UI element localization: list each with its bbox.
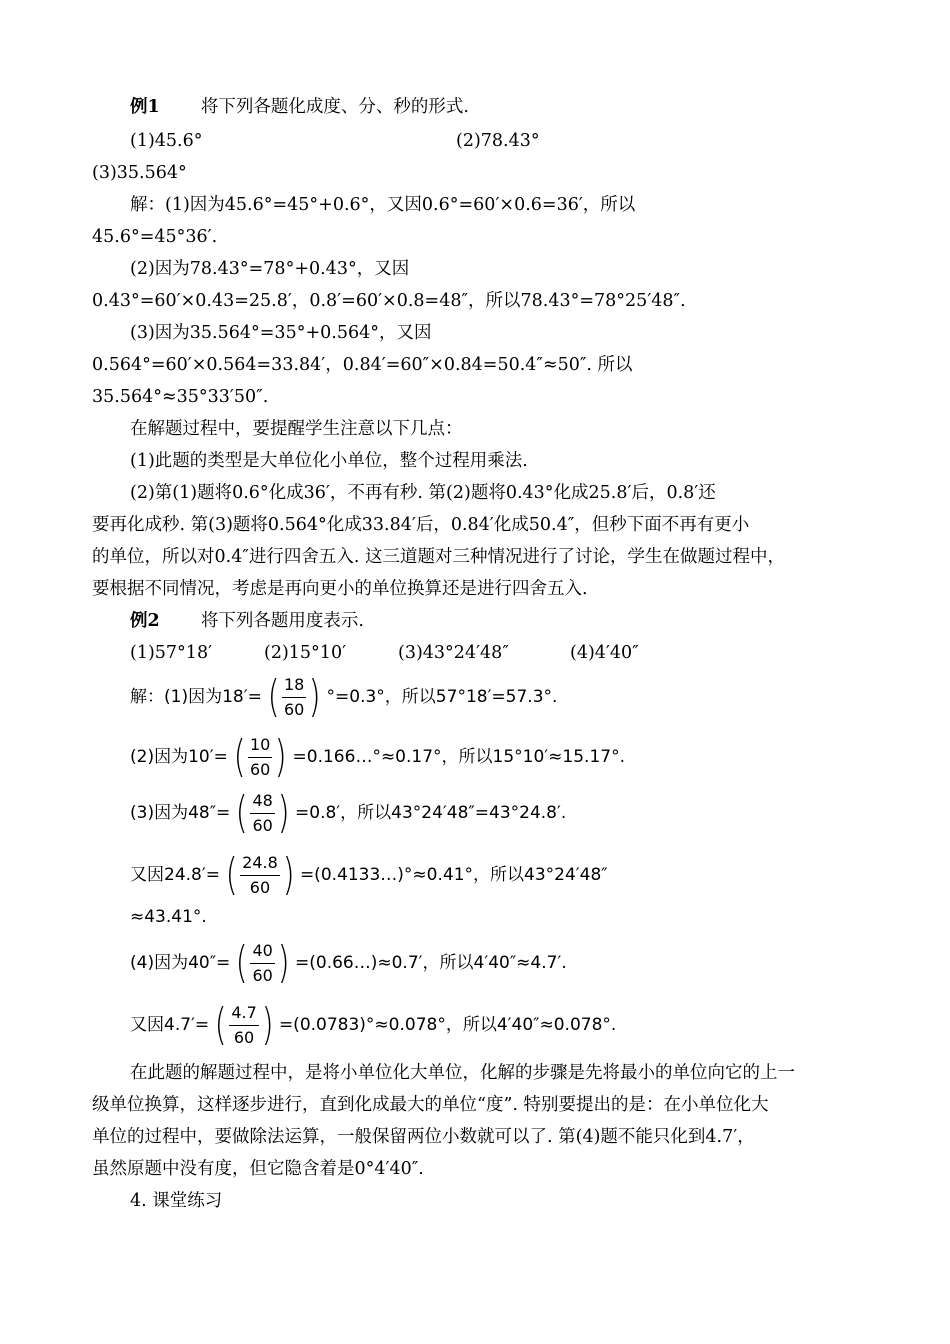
notes-2-line-3: 单位的过程中，要做除法运算，一般保留两位小数就可以了. 第(4)题不能只化到4.7′， (92, 1127, 755, 1147)
notes-1-intro: 在解题过程中，要提醒学生注意以下几点： (130, 419, 463, 439)
solution-1-line-7: 35.564°≈35°33′50″. (92, 387, 269, 407)
example-2-item-2: (2)15°10′ (264, 643, 347, 663)
example-1-label: 例1 (130, 97, 160, 117)
example-2-label: 例2 (130, 611, 160, 631)
solution-1-line-5: (3)因为35.564°=35°+0.564°，又因 (130, 323, 432, 343)
notes-1-point-2-line-2: 要再化成秒. 第(3)题将0.564°化成33.84′后，0.84′化成50.4″，但秒下面不再有更小 (92, 515, 750, 535)
solution-2-step-5: (4)因为40″= ( 40 60 ) =(0.66…)≈0.7′，所以4′40″≈4.7′. (130, 937, 567, 988)
example-1-item-3: (3)35.564° (92, 163, 187, 183)
notes-1-point-1: (1)此题的类型是大单位化小单位，整个过程用乘法. (130, 451, 528, 471)
solution-1-line-3: (2)因为78.43°=78°+0.43°，又因 (130, 259, 410, 279)
notes-1-point-2-line-1: (2)第(1)题将0.6°化成36′，不再有秒. 第(2)题将0.43°化成25.8′后，0.8′还 (130, 483, 716, 503)
example-1-item-1: (1)45.6° (130, 131, 203, 151)
notes-1-point-2-line-4: 要根据不同情况，考虑是再向更小的单位换算还是进行四舍五入. (92, 579, 588, 599)
notes-2-line-4: 虽然原题中没有度，但它隐含着是0°4′40″. (92, 1159, 424, 1179)
fraction: ( 4.7 60 ) (214, 999, 274, 1050)
solution-2-step-3: (3)因为48″= ( 48 60 ) =0.8′，所以43°24′48″=43°24.8′. (130, 787, 567, 838)
solution-1-line-1: 解：(1)因为45.6°=45°+0.6°，又因0.6°=60′×0.6=36′，所以 (130, 195, 636, 215)
example-2-prompt: 将下列各题用度表示. (200, 611, 364, 631)
fraction: ( 40 60 ) (235, 937, 290, 988)
notes-2-line-1: 在此题的解题过程中，是将小单位化大单位，化解的步骤是先将最小的单位向它的上一 (130, 1063, 795, 1083)
fraction: ( 24.8 60 ) (225, 849, 295, 900)
solution-2-step-2: (2)因为10′= ( 10 60 ) =0.166…°≈0.17°，所以15°10′≈15.17°. (130, 731, 625, 782)
example-1-prompt: 将下列各题化成度、分、秒的形式. (200, 97, 469, 117)
notes-2-line-2: 级单位换算，这样逐步进行，直到化成最大的单位“度”. 特别要提出的是：在小单位化大 (92, 1095, 769, 1115)
notes-1-point-2-line-3: 的单位，所以对0.4″进行四舍五入. 这三道题对三种情况进行了讨论，学生在做题过程中， (92, 547, 785, 567)
example-1-line (130, 96, 469, 118)
fraction: ( 10 60 ) (233, 731, 287, 782)
example-2-item-1: (1)57°18′ (130, 643, 213, 663)
solution-2-step-6: 又因4.7′= ( 4.7 60 ) =(0.0783)°≈0.078°，所以4′40″≈0.078°. (130, 999, 617, 1050)
example-2-line (130, 610, 364, 632)
solution-1-line-4: 0.43°=60′×0.43=25.8′，0.8′=60′×0.8=48″，所以78.43°=78°25′48″. (92, 291, 686, 311)
example-1-item-2: (2)78.43° (456, 131, 540, 151)
fraction: ( 48 60 ) (235, 787, 290, 838)
solution-1-line-6: 0.564°=60′×0.564=33.84′，0.84′=60″×0.84=50.4″≈50″. 所以 (92, 355, 633, 375)
solution-1-line-2: 45.6°=45°36′. (92, 227, 218, 247)
example-2-item-4: (4)4′40″ (570, 643, 639, 663)
solution-2-step-4-cont: ≈43.41°. (130, 907, 207, 927)
fraction: ( 18 60 ) (267, 671, 321, 722)
section-heading: 4. 课堂练习 (130, 1191, 223, 1211)
solution-2-step-1: 解：(1)因为18′= ( 18 60 ) °=0.3°，所以57°18′=57.3°. (130, 671, 558, 722)
example-2-item-3: (3)43°24′48″ (398, 643, 509, 663)
solution-2-step-4: 又因24.8′= ( 24.8 60 ) =(0.4133…)°≈0.41°，所以43°24′48″ (130, 849, 608, 900)
